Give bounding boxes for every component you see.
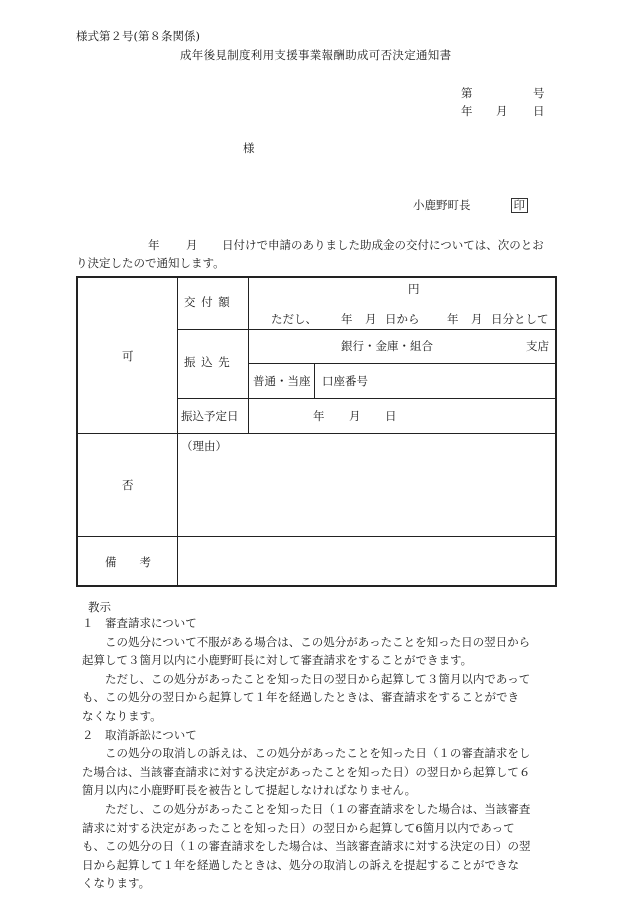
from-month: 月 xyxy=(365,312,377,326)
bank-types: 銀行・金庫・組合 xyxy=(341,339,433,353)
doc-date-day: 日 xyxy=(533,104,545,118)
divider-col-2 xyxy=(248,278,249,433)
document-title: 成年後見制度利用支援事業報酬助成可否決定通知書 xyxy=(180,48,452,62)
section2-p2-line3: も、この処分の日（１の審査請求をした場合は、当該審査請求に対する決定の日）の翌 xyxy=(82,839,531,854)
section1-p2-line2: も、この処分の翌日から起算して１年を経過したときは、審査請求をすることができ xyxy=(82,690,519,705)
divider-approved-denied xyxy=(78,433,555,434)
doc-number-dai: 第 xyxy=(461,86,473,100)
sender xyxy=(413,197,528,213)
section1-title: １ 審査請求について xyxy=(82,616,197,630)
to-year: 年 xyxy=(447,312,459,326)
section2-p2-line4: 日から起算して１年を経過したときは、処分の取消しの訴えを提起することができな xyxy=(82,857,519,872)
notice-body xyxy=(82,614,562,893)
from-year: 年 xyxy=(341,312,353,326)
divider-account-type xyxy=(314,363,315,398)
section2-p2-line2: 請求に対する決定があったことを知った日）の翌日から起算して6箇月以内であって xyxy=(82,820,515,835)
decision-table xyxy=(76,276,557,587)
divider-col-1 xyxy=(177,278,178,587)
seal-mark: 印 xyxy=(511,198,529,213)
grant-amount-label: 交 付 額 xyxy=(184,295,231,309)
section2-title: ２ 取消訴訟について xyxy=(82,727,197,742)
branch-label: 支店 xyxy=(526,339,549,353)
notice-heading: 教示 xyxy=(88,600,111,614)
to-month: 月 xyxy=(471,312,483,326)
transfer-month: 月 xyxy=(349,409,361,423)
doc-date-year: 年 xyxy=(461,104,473,118)
doc-date-month: 月 xyxy=(496,104,508,118)
tadashi: ただし、 xyxy=(271,312,317,326)
transfer-year: 年 xyxy=(313,409,325,423)
section2-p2-line5: くなります。 xyxy=(82,876,151,891)
section1-p2-line1: ただし、この処分があったことを知った日の翌日から起算して３箇月以内であって xyxy=(82,671,531,686)
doc-number-go: 号 xyxy=(533,86,545,100)
transfer-to-label: 振 込 先 xyxy=(184,355,231,369)
intro-year: 年 xyxy=(148,238,160,252)
section2-p1-line2: た場合は、当該審査請求に対する決定があったことを知った日）の翌日から起算して６ xyxy=(82,764,531,779)
section1-p1-line1: この処分について不服がある場合は、この処分があったことを知った日の翌日から xyxy=(82,634,531,649)
section1-p1-line2: 起算して３箇月以内に小鹿野町長に対して審査請求をすることができます。 xyxy=(82,653,473,668)
denied-label: 否 xyxy=(122,478,134,492)
sender-name: 小鹿野町長 xyxy=(413,198,471,212)
divider-amount-transfer xyxy=(177,329,555,330)
transfer-date-label: 振込予定日 xyxy=(181,409,239,423)
reason-label: （理由） xyxy=(181,439,227,453)
section2-p1-line1: この処分の取消しの訴えは、この処分があったことを知った日（１の審査請求をし xyxy=(82,746,531,761)
intro-line2: り決定したので通知します。 xyxy=(76,256,225,270)
intro-line1: 日付けで申請のありました助成金の交付については、次のとお xyxy=(222,238,544,252)
section2-p2-line1: ただし、この処分があったことを知った日（１の審査請求をした場合は、当該審査 xyxy=(82,801,531,816)
yen-unit: 円 xyxy=(408,282,420,296)
divider-bank-account xyxy=(248,363,555,364)
divider-denied-remarks xyxy=(78,536,555,537)
section1-p2-line3: なくなります。 xyxy=(82,708,162,723)
form-number: 様式第２号(第８条関係) xyxy=(76,29,200,43)
recipient-honorific: 様 xyxy=(243,141,255,155)
section2-p1-line3: 箇月以内に小鹿野町長を被告として提起しなければなりません。 xyxy=(82,783,417,798)
intro-month: 月 xyxy=(186,238,198,252)
to-day: 日分として xyxy=(491,312,549,326)
account-number-label: 口座番号 xyxy=(322,374,368,388)
divider-transfer-date xyxy=(177,398,555,399)
account-type: 普通・当座 xyxy=(253,374,311,388)
from-day: 日から xyxy=(385,312,420,326)
remarks-label: 備 考 xyxy=(105,555,151,569)
approved-label: 可 xyxy=(122,349,134,363)
transfer-day: 日 xyxy=(385,409,397,423)
